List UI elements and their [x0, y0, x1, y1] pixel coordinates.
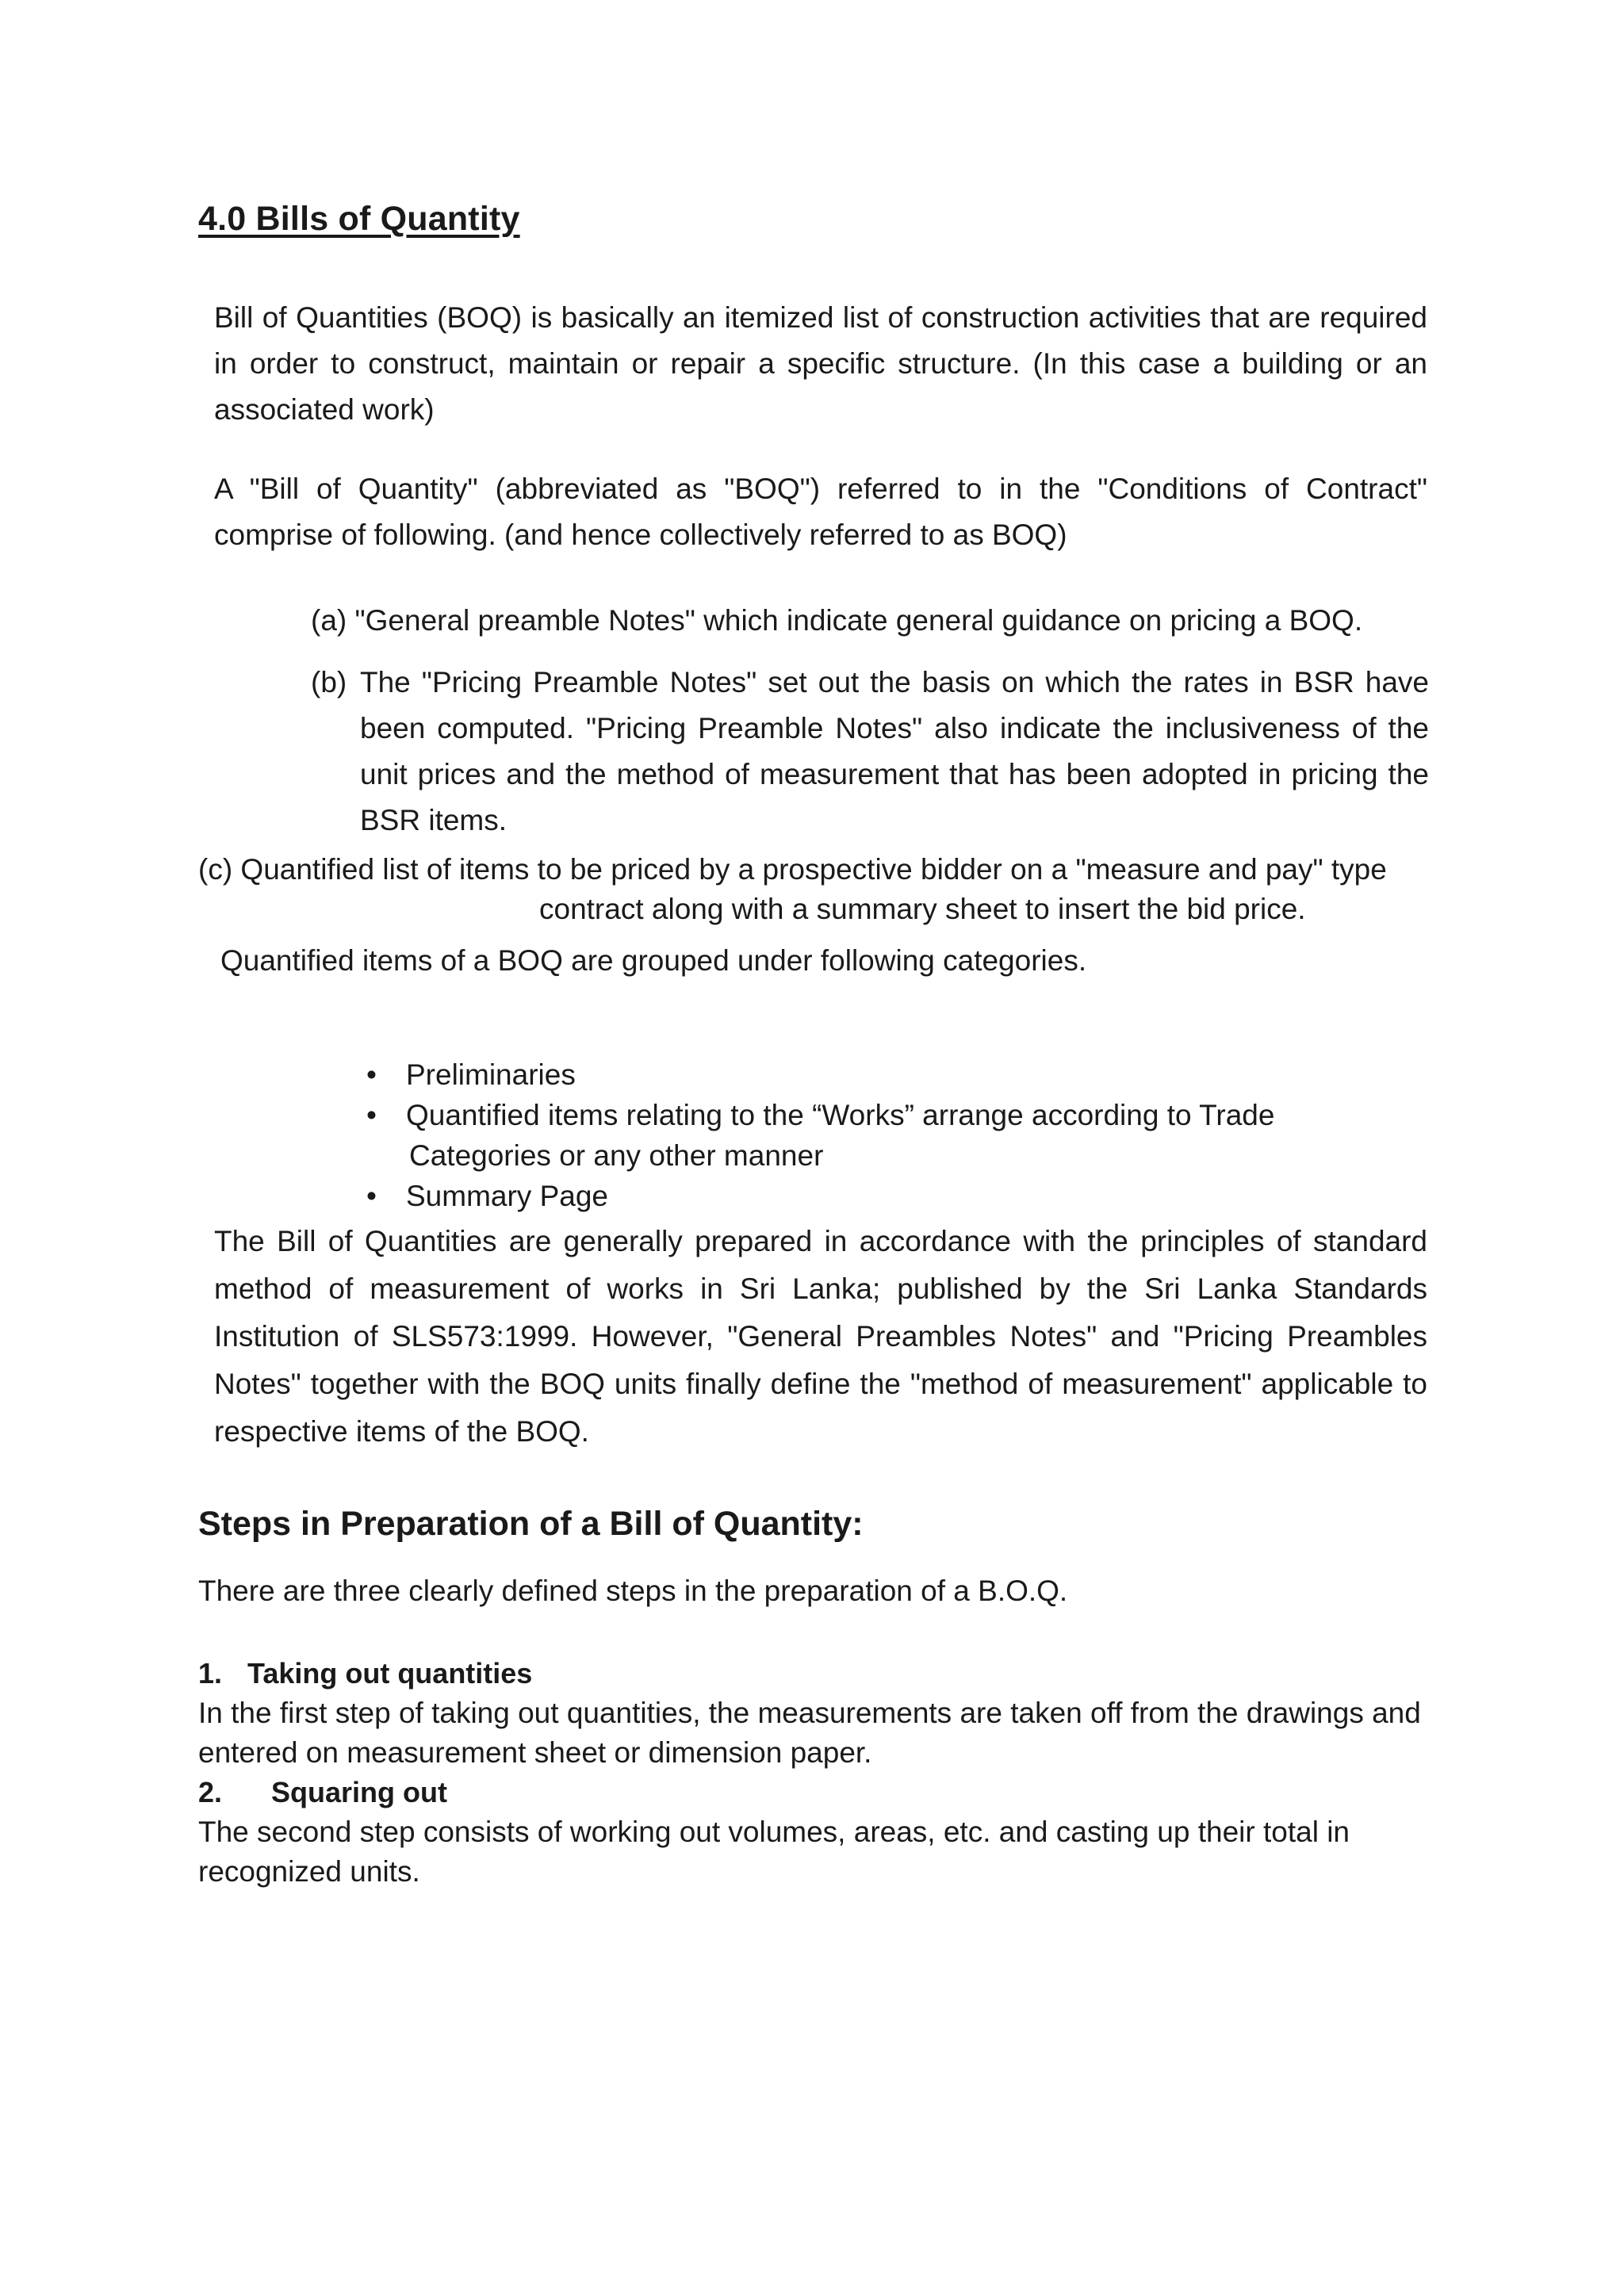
bullet-text-continued: Categories or any other manner [409, 1139, 824, 1172]
bullet-item-summary [366, 1176, 1404, 1216]
step-2-number: 2. [198, 1776, 223, 1808]
list-item-a: (a) "General preamble Notes" which indicate general guidance on pricing a BOQ. [311, 604, 1363, 637]
step-1-title [198, 1654, 532, 1693]
step-2-text: The second step consists of working out volumes, areas, etc. and casting up their total in recognized units. [198, 1816, 1350, 1888]
bullet-icon: • [366, 1058, 377, 1091]
bullet-item-preliminaries [366, 1054, 1404, 1095]
list-item-b [311, 660, 1429, 844]
step-1-number: 1. [198, 1657, 223, 1689]
bullet-text: Summary Page [406, 1180, 608, 1212]
bullet-text: Preliminaries [406, 1058, 576, 1091]
section-heading: 4.0 Bills of Quantity [198, 200, 520, 238]
boq-components-paragraph: A "Bill of Quantity" (abbreviated as "BOQ") referred to in the "Conditions of Contract" comprise of following. (and hence collectively referred to as BOQ) [214, 473, 1427, 551]
step-1-title-text: Taking out quantities [247, 1657, 533, 1689]
steps-intro: There are three clearly defined steps in the preparation of a B.O.Q. [198, 1575, 1068, 1607]
boq-definition-paragraph: Bill of Quantities (BOQ) is basically an itemized list of construction activities that are required in order to construct, maintain or repair a specific structure. (In this case a building or an associated work) [214, 301, 1427, 426]
category-bullet-list [366, 1054, 1404, 1216]
step-2-title [198, 1773, 447, 1812]
step-1-text: In the first step of taking out quantities, the measurements are taken off from the drawings and entered on measurement sheet or dimension paper. [198, 1697, 1421, 1769]
measurement-standard-paragraph: The Bill of Quantities are generally prepared in accordance with the principles of standard method of measurement of works in Sri Lanka; published by the Sri Lanka Standards Institution of SLS573:1999. However, "General Preambles Notes" and "Pricing Preambles Notes" together with the BOQ units finally define the "method of measurement" applicable to respective items of the BOQ. [214, 1225, 1427, 1448]
categories-paragraph: Quantified items of a BOQ are grouped under following categories. [220, 944, 1087, 977]
bullet-icon: • [366, 1180, 377, 1212]
list-item-b-label: (b) [311, 666, 347, 698]
list-item-b-text: The "Pricing Preamble Notes" set out the basis on which the rates in BSR have been computed. "Pricing Preamble Notes" also indicate the inclusiveness of the unit prices and the method of measurement that has been adopted in pricing the BSR items. [360, 666, 1429, 836]
list-item-c-line2: contract along with a summary sheet to insert the bid price. [539, 893, 1306, 925]
list-item-c-line1: (c) Quantified list of items to be priced by a prospective bidder on a "measure and pay" type [198, 853, 1387, 886]
bullet-icon: • [366, 1099, 377, 1131]
bullet-item-works [366, 1095, 1404, 1176]
steps-heading: Steps in Preparation of a Bill of Quantity: [198, 1505, 864, 1543]
bullet-text: Quantified items relating to the “Works” arrange according to Trade [406, 1099, 1275, 1131]
step-2-title-text: Squaring out [271, 1776, 447, 1808]
